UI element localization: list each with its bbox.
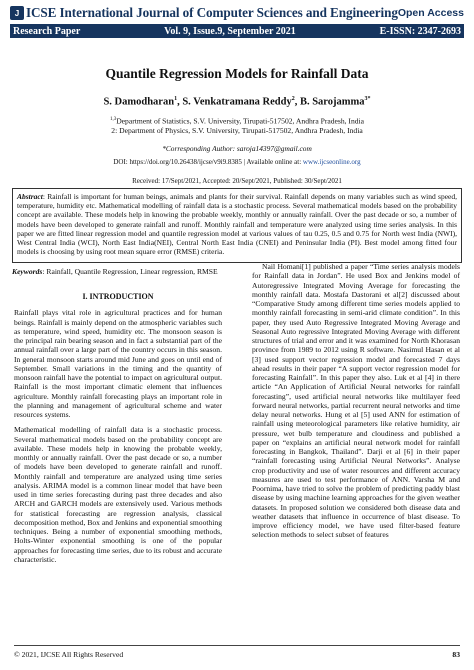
- doi-line: [0, 158, 474, 166]
- volume-issue: Vol. 9, Issue.9, September 2021: [164, 25, 296, 37]
- received-dates: Received: 17/Sept/2021, Accepted: 20/Sept/2021, Published: 30/Sept/2021: [132, 177, 342, 185]
- copyright: © 2021, IJCSE All Rights Reserved: [14, 650, 124, 659]
- affiliation-1-text: Department of Statistics, S.V. University, Tirupati-517502, Andhra Pradesh, India: [116, 116, 365, 126]
- paper-title: Quantile Regression Models for Rainfall Data: [105, 66, 369, 81]
- author-3-sup: 3*: [364, 96, 371, 102]
- keywords-text: : Rainfall, Quantile Regression, Linear regression, RMSE: [42, 267, 218, 276]
- issue-bar: [10, 24, 464, 38]
- page-footer: [14, 645, 460, 659]
- abstract-label: Abstract: [17, 192, 43, 201]
- author-2-sup: 2: [291, 96, 295, 102]
- author-list: S. Damodharan$^1$, S. Venkatramana Reddy$^2$, B. Sarojamma$^{3*}$: [103, 96, 371, 108]
- right-column: [252, 262, 460, 546]
- author-3: B. Sarojamma: [299, 96, 365, 108]
- keywords-label: Keywords: [12, 267, 43, 276]
- journal-header: [10, 4, 464, 22]
- open-access-label: Open Access: [397, 7, 464, 19]
- affiliation-1-sup: 1,3: [109, 117, 117, 122]
- author-1: S. Damodharan: [103, 96, 175, 108]
- affiliation-1: [0, 115, 474, 127]
- abstract-text: : Rainfall is important for human beings, animals and plants for their survival. Rainfall depends on many variables such as wind speed, temperature, humidity etc. Mathematical modelling of rainfall data is a stochastic process. Several mathematical models based on the probability concept are available. These models help in knowing the probable weekly, monthly or annually rainfall. Over the past decade or so, a number of models have been developed to generate rainfall and runoff. Monthly rainfall and temperature were analyzed using time series analysis. In this paper we are fitted linear regression model and quantile regression model at various values of tau 0.25, 0.5 and 0.75 for North west India (NWI), West Central India (WCI), North East India(NEI), Central North East India (CNEI) and Peninsular India (PI). Best model among fitted four models is choosing by using root mean square error (RMSE) criteria.: [17, 192, 457, 257]
- doi-text: DOI: https://doi.org/10.26438/ijcse/v9i9.8385 | Available online at:: [113, 158, 303, 166]
- affiliation-2-text: 2: Department of Physics, S.V. University, Tirupati-517502, Andhra Pradesh, India: [111, 126, 363, 135]
- journal-logo-icon: J: [10, 6, 24, 20]
- abstract-box: [12, 188, 462, 263]
- intro-paragraph-1: Rainfall plays vital role in agricultural practices and for human beings. Rainfall is mainly depend on the atmospheric variables such as temperature, wind speed, humidity etc. The monsoon season is the principal rain bearing season and in fact a substantial part of the annual rainfall over a large part of the country occurs in this season. In general monsoon starts around mid June and goes on until end of September. Small variations in the timing and the quantity of monsoon rainfall have the potential to impact on agricultural output. Rainfall is the most important climatic element that influences agriculture. Monthly rainfall forecasting plays an important role in the planning and management of agricultural scheme and water resources systems.: [14, 308, 222, 419]
- author-1-sup: 1: [174, 96, 178, 102]
- paper-type: Research Paper: [13, 25, 81, 37]
- left-column: [14, 284, 222, 570]
- journal-name: ICSE International Journal of Computer Sciences and Engineering: [25, 5, 398, 20]
- author-2: S. Venkatramana Reddy: [182, 96, 292, 108]
- journal-website-link[interactable]: www.ijcseonline.org: [302, 158, 361, 166]
- section-heading-introduction: I. INTRODUCTION: [82, 292, 154, 301]
- intro-paragraph-3: Nail Homani[1] published a paper “Time series analysis models for Rainfall data in Jordan”. He used Box and Jenkins model of Autoregressive Integrated Moving Average for forecasting the monthly rainfall data. Mostafa Dastorani et al[2] discussed about “Comparative Study among different time series models applied to monthly rainfall forecasting in semi-arid climate condition”. In this paper, they used Auto Regressive Integrated Moving Average and Seasonal Auto regressive Integrated Moving Average with different structures of trial and error and it was examined for North Khorasan province from 1989 to 2012 using R software. Nasimul Hasan et al [3] used support vector regression model and forecasted 7 days ahead results in their paper “A support vector regression model for forecasting Rainfall”. In this paper they also. Luk et al [4] in there article “An Application of Artificial Neural networks for rainfall forecasting”, used artificial neural networks like multilayer feed forward neural networks, partial recurrent neural networks and time delay neural networks. Hung et al [5] used ANN for estimation of rainfall using meteorological parameters like relative humidity, air pressure, wet bulb temperature and cloudiness and published a paper on “explains an artificial neural network model for rainfall forecasting in Bangkok, Thailand”. Darji et al [6] in their paper “rainfall forecasting using Artificial Neural Networks”. Analyse crop productivity and use of water resources and different accuracy measures are used to test performance of ANN. Varsha M and Poornima, have tried to solve the problem of predicting paddy blast disease by using machine learning approaches for the given weather datasets. In proposed solution we considered both disease data and weather datasets that influence in occurrence of blast disease. To improve efficiency model, we have used filter-based feature selection methods to select subset of features: [252, 262, 460, 540]
- intro-paragraph-2: Mathematical modelling of rainfall data is a stochastic process. Several mathematical models based on the probability concept are available. These models help in knowing the probable weekly, monthly or annually rainfall. Over the past decade or so, a number of models have been developed to generate rainfall and runoff. Monthly rainfall and temperature are analyzed using time series analysis. ARIMA model is a common linear model that have been used in time series forecasting during past three decades and also ARCH and GARCH models are extensively used. Various methods for statistical forecasting are regression analysis, classical decomposition method, Box and Jenkins and exponential smoothing techniques. Being a number of exponential smoothing methods, Holts-Winter exponential smoothing is one of the popular approaches for forecasting time series, due to its robust and accurate characteristic.: [14, 425, 222, 564]
- issn: E-ISSN: 2347-2693: [379, 25, 461, 37]
- page-number: 83: [452, 650, 460, 659]
- affiliation-2: [0, 126, 474, 136]
- corresponding-author: *Corresponding Author: saroja14397@gmail.com: [162, 144, 312, 153]
